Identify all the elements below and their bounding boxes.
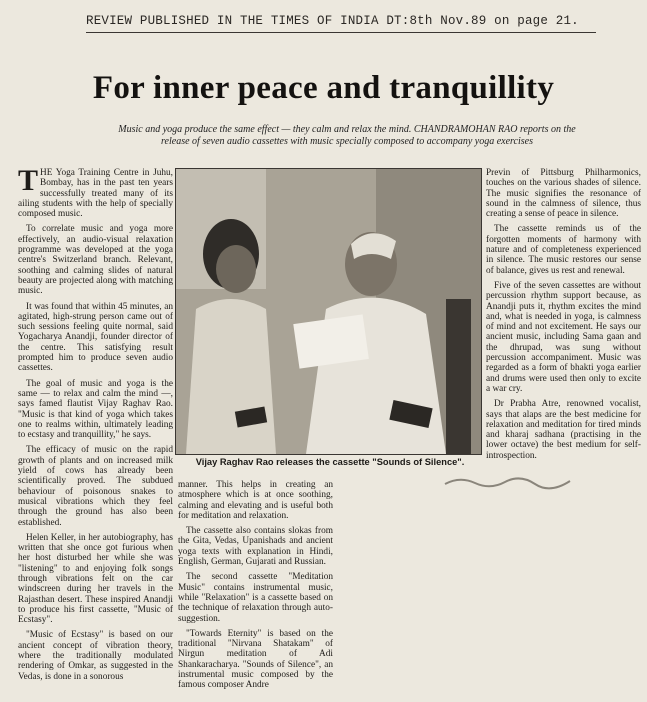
drop-cap: T	[18, 164, 39, 197]
article-column-1	[18, 164, 173, 687]
paragraph: Dr Prabha Atre, renowned vocalist, says that alaps are the best medicine for relaxation and meditation for tired minds and kharaj sadhana (practising in the lower octave) the best medium for self-introspection.	[486, 399, 641, 461]
paragraph: The efficacy of music on the rapid growth of plants and on increased milk yield of cows has already been scientifically proved. The subdued behaviour of poisonous snakes to musical vibrations which they feel through the ground has also been established.	[18, 445, 173, 528]
paragraph: Five of the seven cassettes are without percussion rhythm support because, as Anandji puts it, rhythm excites the mind and, what is needed in yoga, is calmness of mind and not excitement. He says our ancient music, including Sama gaan and the dhrupad, was sung without percussion accompaniment. Music was regarded as a form of bhakti yoga earlier and drums were used then only to excite a war cry.	[486, 280, 641, 394]
paragraph: Helen Keller, in her autobiography, has written that she once got furious when her host disturbed her while she was "listening" to and enjoying folk songs through vibrations felt on the car windscreen during her travels in the Rajasthan desert. These inspired Anandji to produce his first cassette, "Music of Ecstasy".	[18, 532, 173, 626]
paragraph: "Towards Eternity" is based on the traditional "Nirvana Shatakam" of Nirgun meditation of Adi Shankaracharya. "Sounds of Silence", an instrumental music composed by the famous composer Andre	[178, 628, 333, 691]
clipping-source-note: REVIEW PUBLISHED IN THE TIMES OF INDIA DT:8th Nov.89 on page 21.	[86, 14, 579, 28]
paragraph: The cassette reminds us of the forgotten moments of harmony with nature and of completeness experienced in silence. The music restores our sense of balance, gives us rest and renewal.	[486, 224, 641, 276]
paragraph: Previn of Pittsburg Philharmonics, touches on the various shades of silence. The music signifies the resonance of sound in the calmness of silence, thus creating a sense of peace in silence.	[486, 168, 641, 220]
headline: For inner peace and tranquillity	[92, 70, 555, 106]
paragraph: To correlate music and yoga more effectively, an audio-visual relaxation programme was developed at the yoga centre's Switzerland branch. Relevant, soothing and calming slides of natural beauty are projected along with matching music.	[18, 224, 173, 297]
paragraph: manner. This helps in creating an atmosphere which is at once soothing, calming and elevating and is useful both for meditation and relaxation.	[178, 480, 333, 521]
article-column-2	[178, 480, 333, 696]
deck-subheading: Music and yoga produce the same effect — they calm and relax the mind. CHANDRAMOHAN RAO reports on the release of seven audio cassettes with music specially composed to accompany yoga exercises	[118, 124, 576, 147]
paragraph: The second cassette "Meditation Music" contains instrumental music, while "Relaxation" is a cassette based on the technique of relaxation through auto-suggestion.	[178, 572, 333, 624]
paragraph: The goal of music and yoga is the same — to relax and calm the mind —, says famed flautist Vijay Raghav Rao. "Music is that kind of yoga which takes one to realms within, ultimately leading to ecstasy and tranquillity," he says.	[18, 378, 173, 441]
faint-smudge-mark	[440, 472, 580, 490]
paragraph: The cassette also contains slokas from the Gita, Vedas, Upanishads and ancient yoga texts with explanation in Hindi, English, German, Gujarati and Russian.	[178, 526, 333, 568]
photo-caption: Vijay Raghav Rao releases the cassette "Sounds of Silence".	[195, 457, 465, 467]
paragraph: "Music of Ecstasy" is based on our ancient concept of vibration theory, where the traditionally modulated rendering of Omkar, as suggested in the Vedas, is done in a sonorous	[18, 630, 173, 682]
article-column-3	[486, 168, 641, 466]
news-photo	[175, 168, 482, 455]
photo-illustration	[176, 169, 481, 454]
paragraph: THE Yoga Training Centre in Juhu, Bombay, has in the past ten years successfully treated many of its ailing students with the help of specially composed music.	[18, 164, 173, 220]
paragraph: It was found that within 45 minutes, an agitated, high-strung person came out of such sessions feeling quite normal, said Yogacharya Anandji, founder director of the centre. This satisfying result prompted him to produce seven audio cassettes.	[18, 301, 173, 374]
source-note-underline	[86, 32, 596, 33]
